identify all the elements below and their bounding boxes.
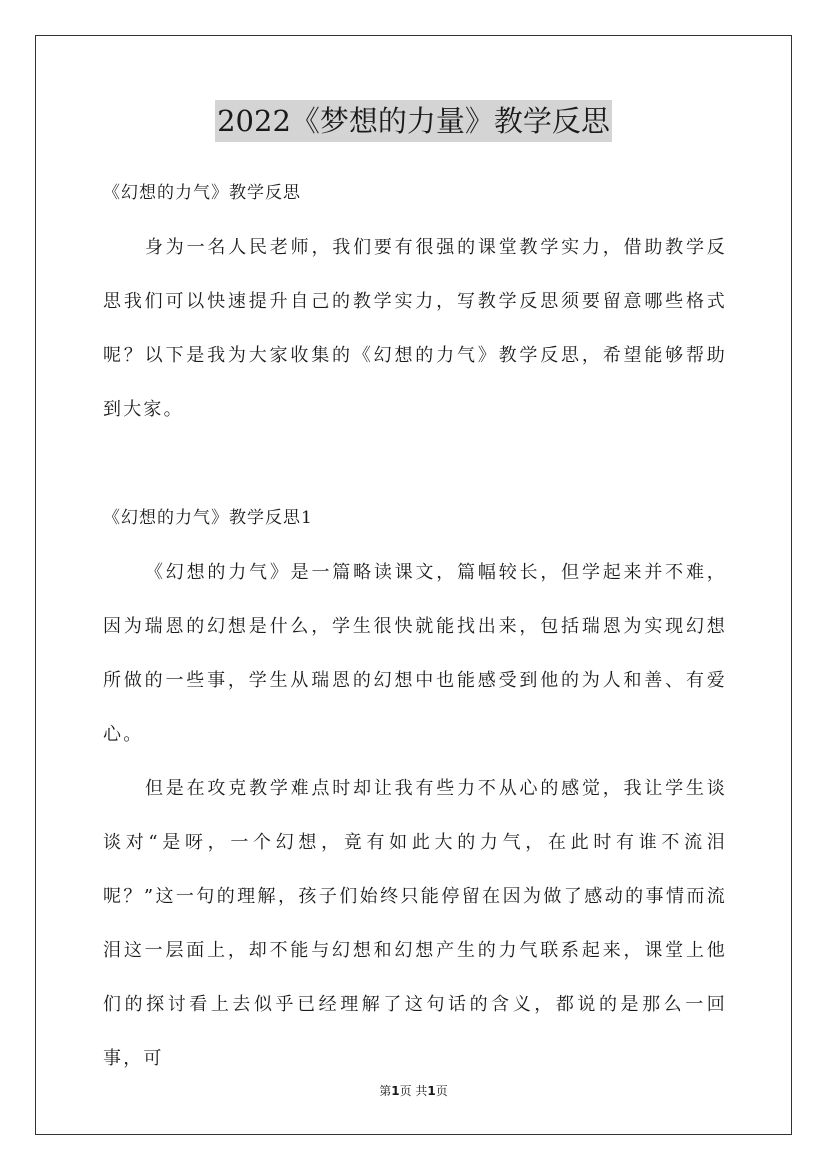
footer-page-current: 1 <box>391 1084 400 1098</box>
section-heading-1: 《幻想的力气》教学反思1 <box>103 508 313 528</box>
footer-page-mid: 页 共 <box>399 1084 428 1098</box>
document-title-text: 2022《梦想的力量》教学反思 <box>215 100 612 142</box>
section-heading-main: 《幻想的力气》教学反思 <box>103 183 301 203</box>
document-title <box>0 100 827 142</box>
body-paragraph-2: 但是在攻克教学难点时却让我有些力不从心的感觉，我让学生谈谈对“是呀，一个幻想，竟有如此大的力气，在此时有谁不流泪呢？”这一句的理解，孩子们始终只能停留在因为做了感动的事情而流泪这一层面上，却不能与幻想和幻想产生的力气联系起来，课堂上他们的探讨看上去似乎已经理解了这句话的含义，都说的是那么一回事，可 <box>103 778 727 1069</box>
footer-page-suffix: 页 <box>435 1084 448 1098</box>
page-footer <box>0 1083 827 1099</box>
intro-paragraph: 身为一名人民老师，我们要有很强的课堂教学实力，借助教学反思我们可以快速提升自己的教学实力，写教学反思须要留意哪些格式呢？以下是我为大家收集的《幻想的力气》教学反思，希望能够帮助到大家。 <box>103 237 727 420</box>
footer-page-prefix: 第 <box>379 1084 392 1098</box>
body-paragraph-1: 《幻想的力气》是一篇略读课文，篇幅较长，但学起来并不难，因为瑞恩的幻想是什么，学生很快就能找出来，包括瑞恩为实现幻想所做的一些事，学生从瑞恩的幻想中也能感受到他的为人和善、有爱心。 <box>103 562 727 745</box>
footer-page-total: 1 <box>427 1084 436 1098</box>
